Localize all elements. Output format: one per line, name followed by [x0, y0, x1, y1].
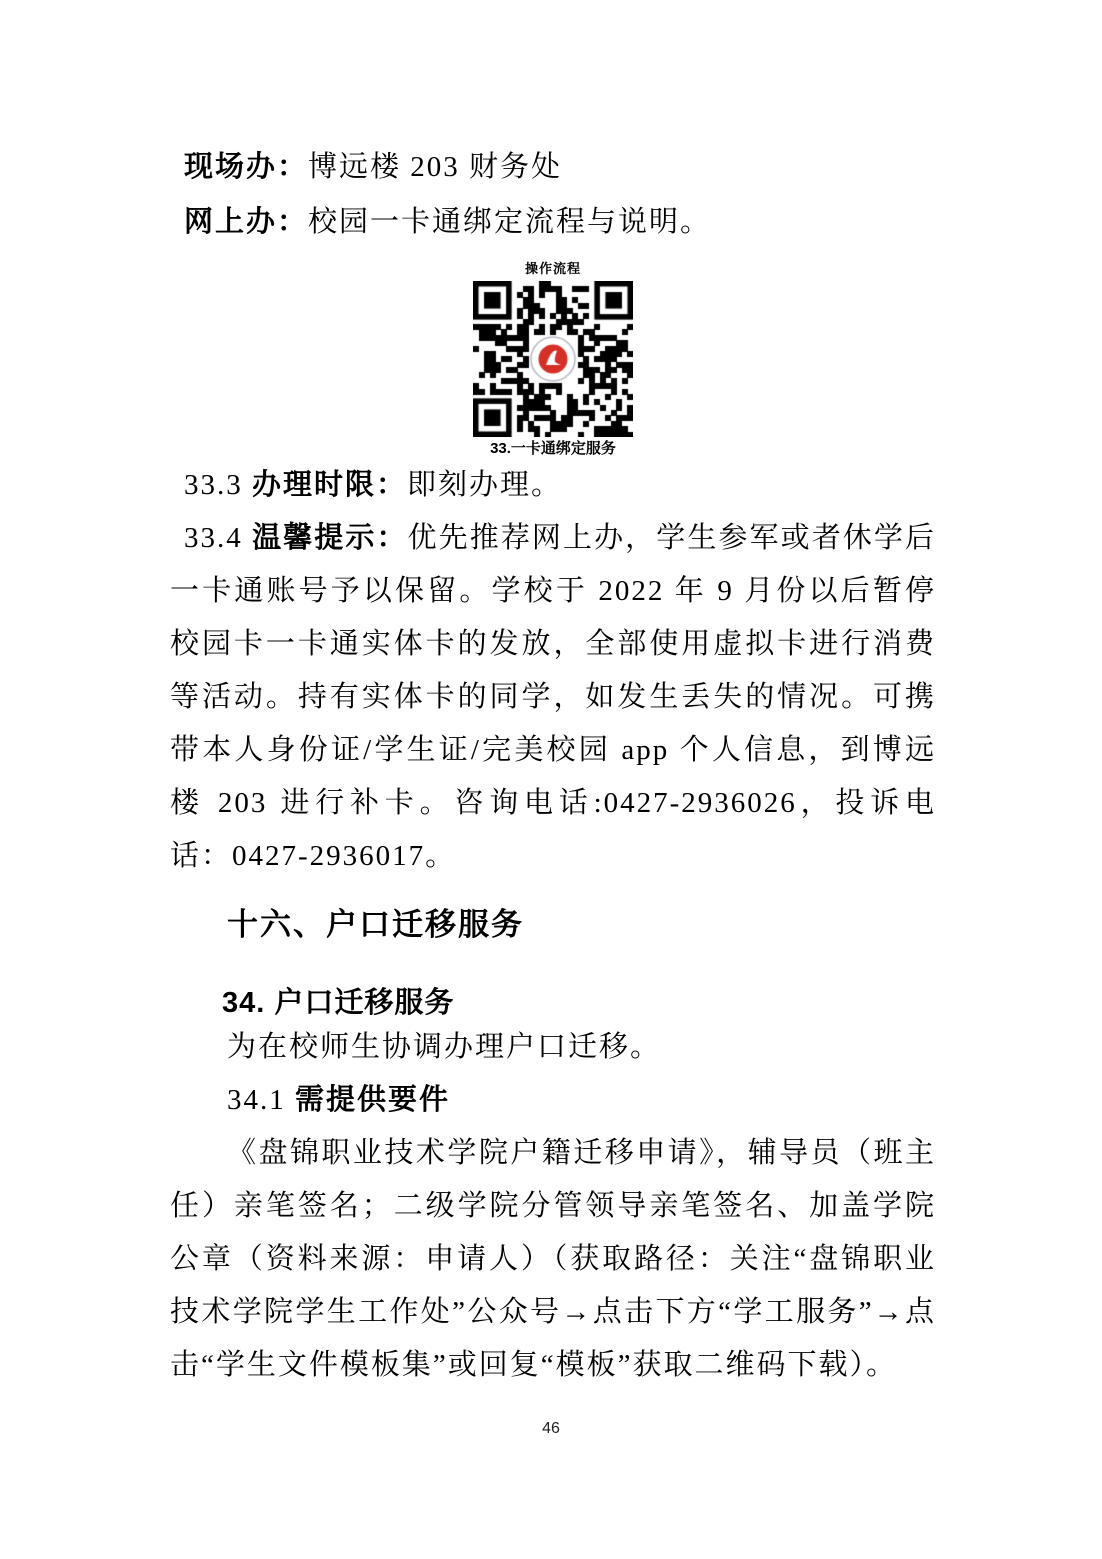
- onsite-label: 现场办：: [184, 151, 309, 183]
- item-34-1-label: 需提供要件: [295, 1084, 451, 1116]
- qr-code-image: [473, 281, 633, 437]
- onsite-text: 博远楼 203 财务处: [308, 151, 563, 183]
- paragraph-33-4: [170, 512, 936, 883]
- paragraph-intro: 为在校师生协调办理户口迁移。: [227, 1031, 662, 1063]
- paragraph-onsite: [170, 140, 936, 195]
- section-16-heading: 十六、户口迁移服务: [227, 907, 524, 942]
- qr-figure: [458, 260, 648, 459]
- item-33-4-label: 温馨提示：: [252, 522, 408, 554]
- online-label: 网上办：: [184, 206, 309, 238]
- page-number: 46: [542, 1420, 560, 1437]
- item-33-4-number: 33.4: [184, 522, 253, 554]
- item-33-3-text: 即刻办理。: [407, 469, 563, 501]
- online-text: 校园一卡通绑定流程与说明。: [308, 206, 712, 238]
- item-33-4-text: 优先推荐网上办，学生参军或者休学后一卡通账号予以保留。学校于 2022 年 9 月份以后暂停校园卡一卡通实体卡的发放，全部使用虚拟卡进行消费等活动。持有实体卡的同学，如发生丢失的情况。可携带本人身份证/学生证/完美校园 app 个人信息，到博远楼 203 进行补卡。咨询电话:0427-2936026，投诉电话：0427-2936017。: [170, 522, 936, 872]
- paragraph-33-3: [170, 459, 936, 512]
- item-34-1-number: 34.1: [227, 1084, 295, 1116]
- item-34-heading: 34. 户口迁移服务: [222, 987, 455, 1019]
- document-content: [170, 140, 936, 1392]
- item-33-3-number: 33.3: [184, 469, 252, 501]
- paragraph-online: [170, 195, 936, 250]
- paragraph-requirements: 《盘锦职业技术学院户籍迁移申请》，辅导员（班主任）亲笔签名；二级学院分管领导亲笔签名、加盖学院公章（资料来源：申请人）（获取路径：关注“盘锦职业技术学院学生工作处”公众号→点击下方“学工服务”→点击“学生文件模板集”或回复“模板”获取二维码下载）。: [170, 1137, 936, 1381]
- item-33-3-label: 办理时限：: [252, 469, 408, 501]
- qr-title: 操作流程: [524, 261, 581, 276]
- qr-caption: 33.一卡通绑定服务: [490, 440, 616, 457]
- paragraph-34-1: [170, 1074, 936, 1127]
